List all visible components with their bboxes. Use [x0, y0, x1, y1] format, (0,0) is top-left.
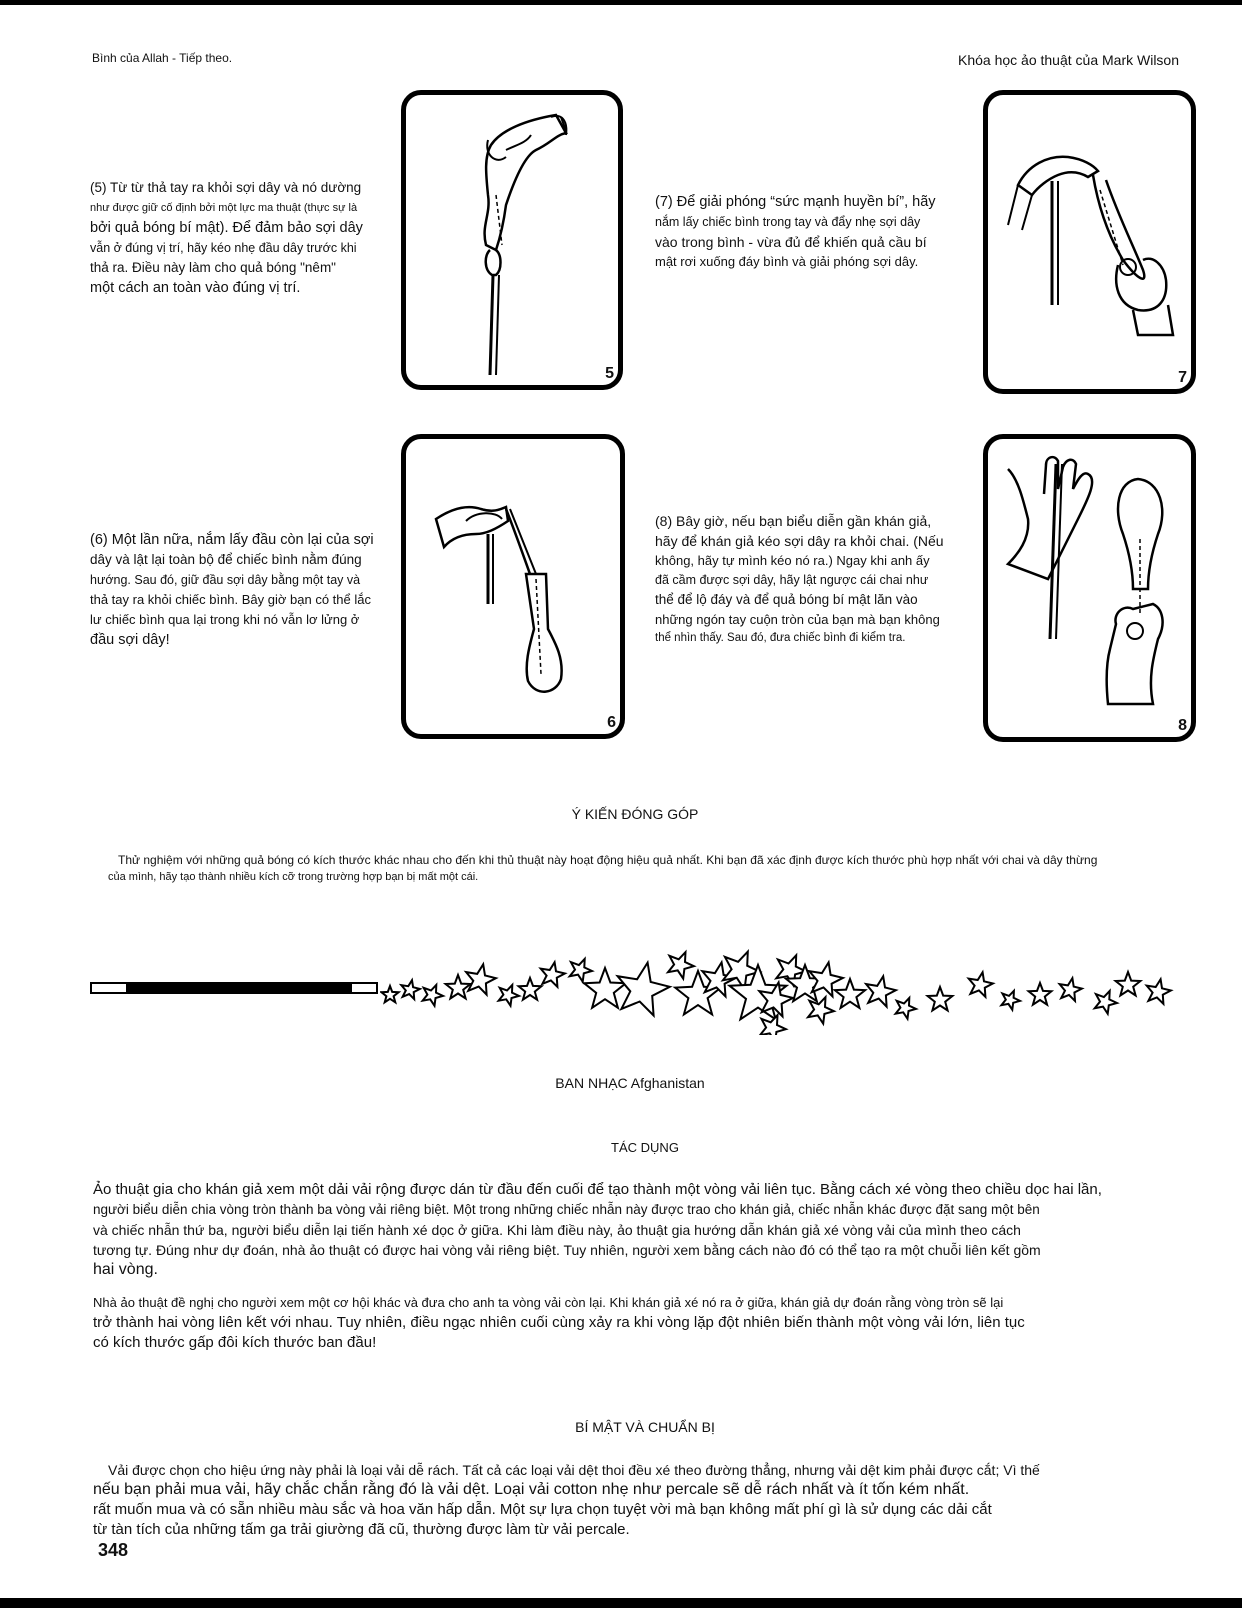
figure-number-6: 6 [607, 714, 616, 731]
section-title: BAN NHẠC Afghanistan [555, 1075, 705, 1091]
secret-heading: BÍ MẬT VÀ CHUẨN BỊ [575, 1419, 715, 1435]
bottom-border [0, 1598, 1242, 1608]
step-7-caption: (7) Để giải phóng “sức mạnh huyền bí”, hãy nắm lấy chiếc bình trong tay và đẩy nhẹ sợi dây vào trong bình - vừa đủ để khiến quả cầu bí mật rơi xuống đáy bình và giải phóng sợi dây. [655, 194, 936, 269]
illustration-panel-5 [401, 90, 623, 390]
illustration-panel-8 [983, 434, 1196, 742]
running-header-right: Khóa học ảo thuật của Mark Wilson [958, 52, 1180, 68]
page-number: 348 [98, 1540, 129, 1560]
star-icon [808, 997, 834, 1024]
star-icon [1001, 991, 1020, 1010]
hand-holding-rope-illustration [406, 95, 618, 385]
step-6-caption: (6) Một lần nữa, nắm lấy đầu còn lại của sợi dây và lật lại toàn bộ để chiếc bình nằm đúng hướng. Sau đó, giữ đầu sợi dây bằng một tay và thả tay ra khỏi chiếc bình. Bây giờ bạn có thể lắc lư chiếc bình qua lại trong khi nó vẫn lơ lửng ở đầu sợi dây! [90, 532, 374, 648]
star-icon [835, 979, 865, 1008]
star-icon [618, 963, 670, 1016]
figure-number-8: 8 [1178, 717, 1187, 734]
star-icon [866, 976, 896, 1006]
star-icon [466, 964, 496, 994]
star-icon [541, 962, 565, 987]
star-icon [570, 959, 592, 982]
effect-heading: TÁC DỤNG [611, 1140, 679, 1155]
magic-wand-divider [90, 982, 378, 994]
hands-pushing-rope-into-vase-illustration [988, 95, 1191, 389]
figure-number-5: 5 [605, 365, 614, 382]
star-icon [668, 952, 694, 979]
star-icon [1116, 972, 1141, 996]
effect-paragraph-2: Nhà ảo thuật đề nghị cho người xem một cơ hội khác và đưa cho anh ta vòng vải còn lại. Khi khán giả xé nó ra ở giữa, khán giả dự đoán rằng vòng tròn sẽ lại trở thành hai vòng liên kết với nhau. Tuy nhiên, điều ngạc nhiên cuối cùng xảy ra khi vòng lặp đột nhiên biến thành một vòng vải lớn, liên tục có kích thước gấp đôi kích thước ban đầu! [93, 1295, 1025, 1351]
star-icon [499, 985, 519, 1006]
stars-decoration [380, 940, 1200, 1035]
illustration-panel-6 [401, 434, 625, 739]
comments-heading: Ý KIẾN ĐÓNG GÓP [571, 806, 699, 822]
illustration-panel-7 [983, 90, 1196, 394]
star-icon [446, 975, 471, 999]
star-icon [401, 980, 420, 999]
star-icon [1147, 979, 1171, 1004]
star-icon [584, 968, 626, 1008]
star-icon [928, 987, 953, 1011]
effect-paragraph-1: Ảo thuật gia cho khán giả xem một dải vải rộng được dán từ đầu đến cuối để tạo thành một vòng vải liên tục. Bằng cách xé vòng theo chiều dọc hai lần, người biểu diễn chia vòng tròn thành ba vòng vải riêng biệt. Một trong những chiếc nhẫn này được trao cho khán giả, chiếc nhẫn khác được đặt sang một bên và chiếc nhẫn thứ ba, người biểu diễn lại tiến hành xé dọc ở giữa. Khi làm điều này, ảo thuật gia hướng dẫn khán giả xé vòng vải của mình theo cách tương tự. Đúng như dự đoán, nhà ảo thuật có được hai vòng vải riêng biệt. Tuy nhiên, người xem bằng cách nào đó có thể tạo ra một chuỗi liên kết gồm hai vòng. [93, 1181, 1102, 1278]
star-icon [1029, 983, 1052, 1005]
star-icon [381, 986, 398, 1002]
comments-paragraph: Thử nghiệm với những quả bóng có kích thước khác nhau cho đến khi thủ thuật này hoạt động hiệu quả nhất. Khi bạn đã xác định được kích thước phù hợp nhất với chai và dây thừng của mình, hãy tạo thành nhiều kích cỡ trong trường hợp bạn bị mất một cái. [108, 853, 1098, 883]
star-icon [1060, 978, 1082, 1001]
star-icon [519, 978, 542, 1000]
star-icon [896, 998, 916, 1019]
top-border [0, 0, 1242, 5]
step-8-caption: (8) Bây giờ, nếu bạn biểu diễn gần khán giả, hãy để khán giả kéo sợi dây ra khỏi chai. (Nếu không, hãy tự mình kéo nó ra.) Ngay khi anh ấy đã cầm được sợi dây, hãy lật ngược cái chai như thể để lộ đáy và để quả bóng bí mật lăn vào những ngón tay cuộn tròn của bạn mà bạn không thể nhìn thấy. Sau đó, đưa chiếc bình đi kiểm tra. [655, 513, 944, 644]
star-icon [423, 985, 443, 1006]
pulling-rope-and-inverted-vase-illustration [988, 439, 1191, 737]
step-5-caption: (5) Từ từ thả tay ra khỏi sợi dây và nó dường như được giữ cố định bởi một lực ma thuật (thực sự là bởi quả bóng bí mật). Để đảm bảo sợi dây vẫn ở đúng vị trí, hãy kéo nhẹ đầu dây trước khi thả ra. Điều này làm cho quả bóng "nêm" một cách an toàn vào đúng vị trí. [90, 180, 363, 296]
star-icon [1095, 991, 1117, 1014]
hand-with-hanging-vase-illustration [406, 439, 620, 734]
secret-paragraph: Vải được chọn cho hiệu ứng này phải là loại vải dễ rách. Tất cả các loại vải dệt thoi đều xé theo đường thẳng, nhưng vải dệt kim phải được cắt; Vì thế nếu bạn phải mua vải, hãy chắc chắn rằng đó là vải dệt. Loại vải cotton nhẹ như percale sẽ dễ rách nhất và ít tốn kém nhất. rất muốn mua và có sẵn nhiều màu sắc và hoa văn hấp dẫn. Một sự lựa chọn tuyệt vời mà bạn không mất phí gì là sử dụng các dải cắt từ tàn tích của những tấm ga trải giường đã cũ, thường được làm từ vải percale. [93, 1462, 1040, 1538]
star-icon [969, 972, 993, 997]
figure-number-7: 7 [1178, 369, 1187, 386]
running-header-left: Bình của Allah - Tiếp theo. [92, 51, 233, 65]
